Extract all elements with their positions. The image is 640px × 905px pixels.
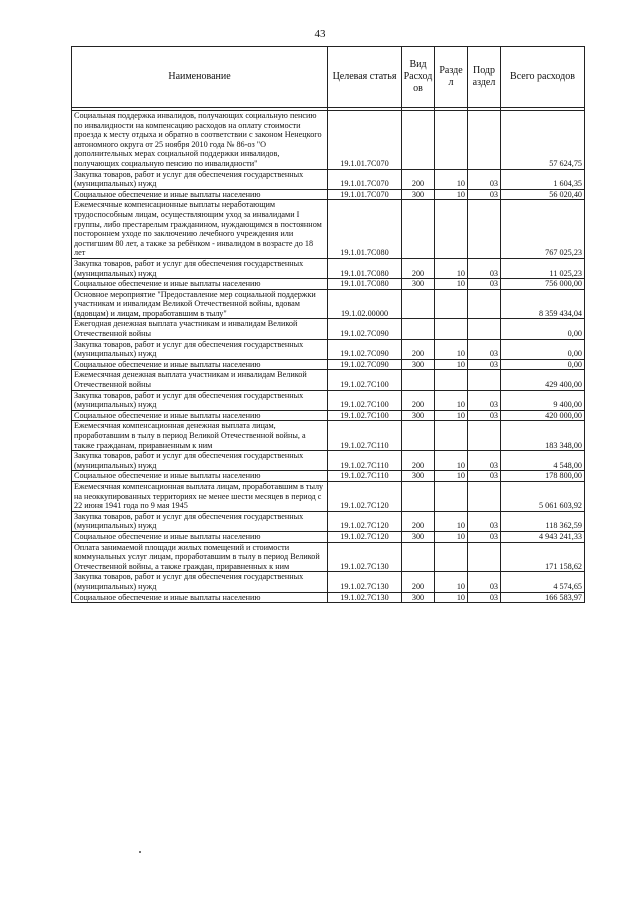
cell-type: [402, 421, 435, 451]
cell-type: 200: [402, 169, 435, 189]
cell-total: 178 800,00: [501, 471, 585, 482]
cell-subsection: [468, 289, 501, 319]
cell-name: Закупка товаров, работ и услуг для обеспечения государственных (муниципальных) нужд: [72, 572, 328, 592]
cell-total: 11 025,23: [501, 258, 585, 278]
cell-name: Социальное обеспечение и иные выплаты населению: [72, 592, 328, 603]
cell-name: Социальное обеспечение и иные выплаты населению: [72, 531, 328, 542]
cell-subsection: [468, 111, 501, 170]
cell-total: 8 359 434,04: [501, 289, 585, 319]
cell-name: Закупка товаров, работ и услуг для обеспечения государственных (муниципальных) нужд: [72, 451, 328, 471]
table-row: [72, 359, 585, 370]
cell-target: 19.1.01.7С070: [328, 111, 402, 170]
cell-section: 10: [435, 189, 468, 200]
cell-type: [402, 370, 435, 390]
table-row: [72, 451, 585, 471]
cell-total: 0,00: [501, 339, 585, 359]
cell-section: 10: [435, 531, 468, 542]
cell-type: 300: [402, 279, 435, 290]
cell-target: 19.1.02.7С120: [328, 531, 402, 542]
table-row: [72, 111, 585, 170]
cell-target: 19.1.01.7С070: [328, 169, 402, 189]
cell-section: [435, 289, 468, 319]
cell-name: Ежемесячные компенсационные выплаты неработающим трудоспособным лицам, осуществляющим уход за инвалидами I группы, либо престарелым гражданином, нуждающимся в постоянном постороннем уходе по заключению лечебного учреждения или достигшим 80 лет, а также за ребёнком - инвалидом в возрасте до 18 лет: [72, 200, 328, 259]
table-row: [72, 410, 585, 421]
table-row: [72, 279, 585, 290]
cell-target: 19.1.02.7С100: [328, 410, 402, 421]
cell-target: 19.1.02.7С100: [328, 390, 402, 410]
table-row: [72, 511, 585, 531]
cell-name: Социальное обеспечение и иные выплаты населению: [72, 279, 328, 290]
cell-total: 166 583,97: [501, 592, 585, 603]
cell-total: 9 400,00: [501, 390, 585, 410]
cell-type: [402, 289, 435, 319]
table-row: [72, 339, 585, 359]
cell-subsection: 03: [468, 511, 501, 531]
expenditure-table: [71, 46, 585, 603]
scan-speck: [139, 851, 141, 853]
cell-name: Закупка товаров, работ и услуг для обеспечения государственных (муниципальных) нужд: [72, 339, 328, 359]
table-row: [72, 421, 585, 451]
cell-type: 200: [402, 511, 435, 531]
cell-subsection: 03: [468, 451, 501, 471]
cell-subsection: 03: [468, 169, 501, 189]
cell-name: Социальное обеспечение и иные выплаты населению: [72, 471, 328, 482]
cell-target: 19.1.02.7С110: [328, 451, 402, 471]
cell-subsection: 03: [468, 592, 501, 603]
cell-name: Социальное обеспечение и иные выплаты населению: [72, 359, 328, 370]
cell-target: 19.1.02.7С110: [328, 421, 402, 451]
cell-target: 19.1.02.7С130: [328, 572, 402, 592]
cell-section: [435, 370, 468, 390]
cell-type: 300: [402, 359, 435, 370]
cell-name: Закупка товаров, работ и услуг для обеспечения государственных (муниципальных) нужд: [72, 258, 328, 278]
cell-total: 429 400,00: [501, 370, 585, 390]
cell-target: 19.1.02.7С120: [328, 481, 402, 511]
cell-section: 10: [435, 572, 468, 592]
cell-section: [435, 319, 468, 339]
cell-section: [435, 481, 468, 511]
cell-subsection: [468, 481, 501, 511]
cell-target: 19.1.01.7С080: [328, 200, 402, 259]
cell-type: 300: [402, 410, 435, 421]
header-subsection: Подр аздел: [468, 47, 501, 108]
cell-type: 300: [402, 471, 435, 482]
cell-section: 10: [435, 359, 468, 370]
cell-subsection: 03: [468, 471, 501, 482]
cell-target: 19.1.01.7С080: [328, 258, 402, 278]
cell-type: 200: [402, 258, 435, 278]
cell-subsection: 03: [468, 339, 501, 359]
cell-name: Оплата занимаемой площади жилых помещений и стоимости коммунальных услуг лицам, проработавшим в тылу в период Великой Отечественной войны, а также граждан, приравненных к ним: [72, 542, 328, 572]
header-name: Наименование: [72, 47, 328, 108]
cell-section: 10: [435, 471, 468, 482]
cell-type: [402, 481, 435, 511]
table-row: [72, 572, 585, 592]
cell-subsection: [468, 200, 501, 259]
cell-target: 19.1.02.7С110: [328, 471, 402, 482]
cell-name: Ежегодная денежная выплата участникам и инвалидам Великой Отечественной войны: [72, 319, 328, 339]
cell-name: Социальная поддержка инвалидов, получающих социальную пенсию по инвалидности на компенсацию расходов на оплату стоимости проезда к месту отдыха и обратно в соответствии с законом Ненецкого автономного округа от 25 ноября 2010 года № 86-оз "О дополнительных мерах социальной поддержки инвалидов, получающих социальную пенсию по инвалидности": [72, 111, 328, 170]
cell-type: 300: [402, 531, 435, 542]
cell-name: Ежемесячная денежная выплата участникам и инвалидам Великой Отечественной войны: [72, 370, 328, 390]
cell-name: Основное мероприятие "Предоставление мер социальной поддержки участникам и инвалидам Великой Отечественной войны, вдовам (вдовцам) и лицам, проработавшим в тылу": [72, 289, 328, 319]
cell-total: 118 362,59: [501, 511, 585, 531]
cell-total: 4 548,00: [501, 451, 585, 471]
cell-section: 10: [435, 279, 468, 290]
cell-target: 19.1.02.7С090: [328, 339, 402, 359]
cell-section: 10: [435, 451, 468, 471]
table-row: [72, 370, 585, 390]
cell-name: Закупка товаров, работ и услуг для обеспечения государственных (муниципальных) нужд: [72, 390, 328, 410]
cell-subsection: [468, 319, 501, 339]
cell-subsection: 03: [468, 531, 501, 542]
table-row: [72, 542, 585, 572]
cell-type: [402, 319, 435, 339]
cell-total: 756 000,00: [501, 279, 585, 290]
cell-target: 19.1.01.7С070: [328, 189, 402, 200]
cell-subsection: 03: [468, 189, 501, 200]
table-header-row: [72, 47, 585, 108]
cell-section: [435, 200, 468, 259]
cell-type: [402, 542, 435, 572]
header-section: Разде л: [435, 47, 468, 108]
cell-type: [402, 111, 435, 170]
table-row: [72, 471, 585, 482]
table-row: [72, 169, 585, 189]
cell-target: 19.1.02.7С120: [328, 511, 402, 531]
cell-target: 19.1.02.7С090: [328, 359, 402, 370]
cell-name: Социальное обеспечение и иные выплаты населению: [72, 189, 328, 200]
cell-total: 0,00: [501, 319, 585, 339]
cell-total: 57 624,75: [501, 111, 585, 170]
cell-target: 19.1.02.7С130: [328, 542, 402, 572]
table-row: [72, 200, 585, 259]
cell-subsection: 03: [468, 359, 501, 370]
cell-subsection: [468, 542, 501, 572]
cell-type: 200: [402, 339, 435, 359]
cell-subsection: 03: [468, 410, 501, 421]
cell-name: Социальное обеспечение и иные выплаты населению: [72, 410, 328, 421]
cell-subsection: 03: [468, 390, 501, 410]
cell-subsection: [468, 421, 501, 451]
cell-total: 4 943 241,33: [501, 531, 585, 542]
cell-target: 19.1.02.7С090: [328, 319, 402, 339]
cell-type: 300: [402, 592, 435, 603]
cell-total: 1 604,35: [501, 169, 585, 189]
cell-section: [435, 111, 468, 170]
cell-total: 5 061 603,92: [501, 481, 585, 511]
cell-name: Ежемесячная компенсационная выплата лицам, проработавшим в тылу на неоккупированных территориях не менее шести месяцев в период с 22 июня 1941 года по 9 мая 1945: [72, 481, 328, 511]
table-row: [72, 258, 585, 278]
cell-section: 10: [435, 339, 468, 359]
cell-name: Ежемесячная компенсационная денежная выплата лицам, проработавшим в тылу в период Великой Отечественной войны, а также гражданам, приравненным к ним: [72, 421, 328, 451]
cell-section: 10: [435, 390, 468, 410]
cell-total: 171 158,62: [501, 542, 585, 572]
table-row: [72, 592, 585, 603]
header-target: Целевая статья: [328, 47, 402, 108]
table-row: [72, 531, 585, 542]
table-row: [72, 319, 585, 339]
cell-type: 200: [402, 451, 435, 471]
cell-name: Закупка товаров, работ и услуг для обеспечения государственных (муниципальных) нужд: [72, 511, 328, 531]
cell-total: 0,00: [501, 359, 585, 370]
table-row: [72, 390, 585, 410]
cell-target: 19.1.02.7С100: [328, 370, 402, 390]
cell-section: 10: [435, 592, 468, 603]
cell-subsection: 03: [468, 279, 501, 290]
header-expense-type: Вид Расход ов: [402, 47, 435, 108]
cell-section: 10: [435, 169, 468, 189]
cell-subsection: 03: [468, 572, 501, 592]
cell-subsection: 03: [468, 258, 501, 278]
cell-total: 4 574,65: [501, 572, 585, 592]
table-row: [72, 481, 585, 511]
cell-name: Закупка товаров, работ и услуг для обеспечения государственных (муниципальных) нужд: [72, 169, 328, 189]
cell-target: 19.1.02.7С130: [328, 592, 402, 603]
cell-target: 19.1.02.00000: [328, 289, 402, 319]
cell-subsection: [468, 370, 501, 390]
cell-section: [435, 421, 468, 451]
cell-type: 200: [402, 572, 435, 592]
cell-type: [402, 200, 435, 259]
cell-section: [435, 542, 468, 572]
cell-total: 420 000,00: [501, 410, 585, 421]
cell-total: 56 020,40: [501, 189, 585, 200]
cell-type: 200: [402, 390, 435, 410]
cell-type: 300: [402, 189, 435, 200]
page-number: 43: [314, 28, 326, 40]
cell-target: 19.1.01.7С080: [328, 279, 402, 290]
header-total: Всего расходов: [501, 47, 585, 108]
cell-section: 10: [435, 258, 468, 278]
cell-section: 10: [435, 410, 468, 421]
cell-total: 183 348,00: [501, 421, 585, 451]
cell-total: 767 025,23: [501, 200, 585, 259]
cell-section: 10: [435, 511, 468, 531]
table-body: [72, 108, 585, 603]
table-row: [72, 189, 585, 200]
table-row: [72, 289, 585, 319]
